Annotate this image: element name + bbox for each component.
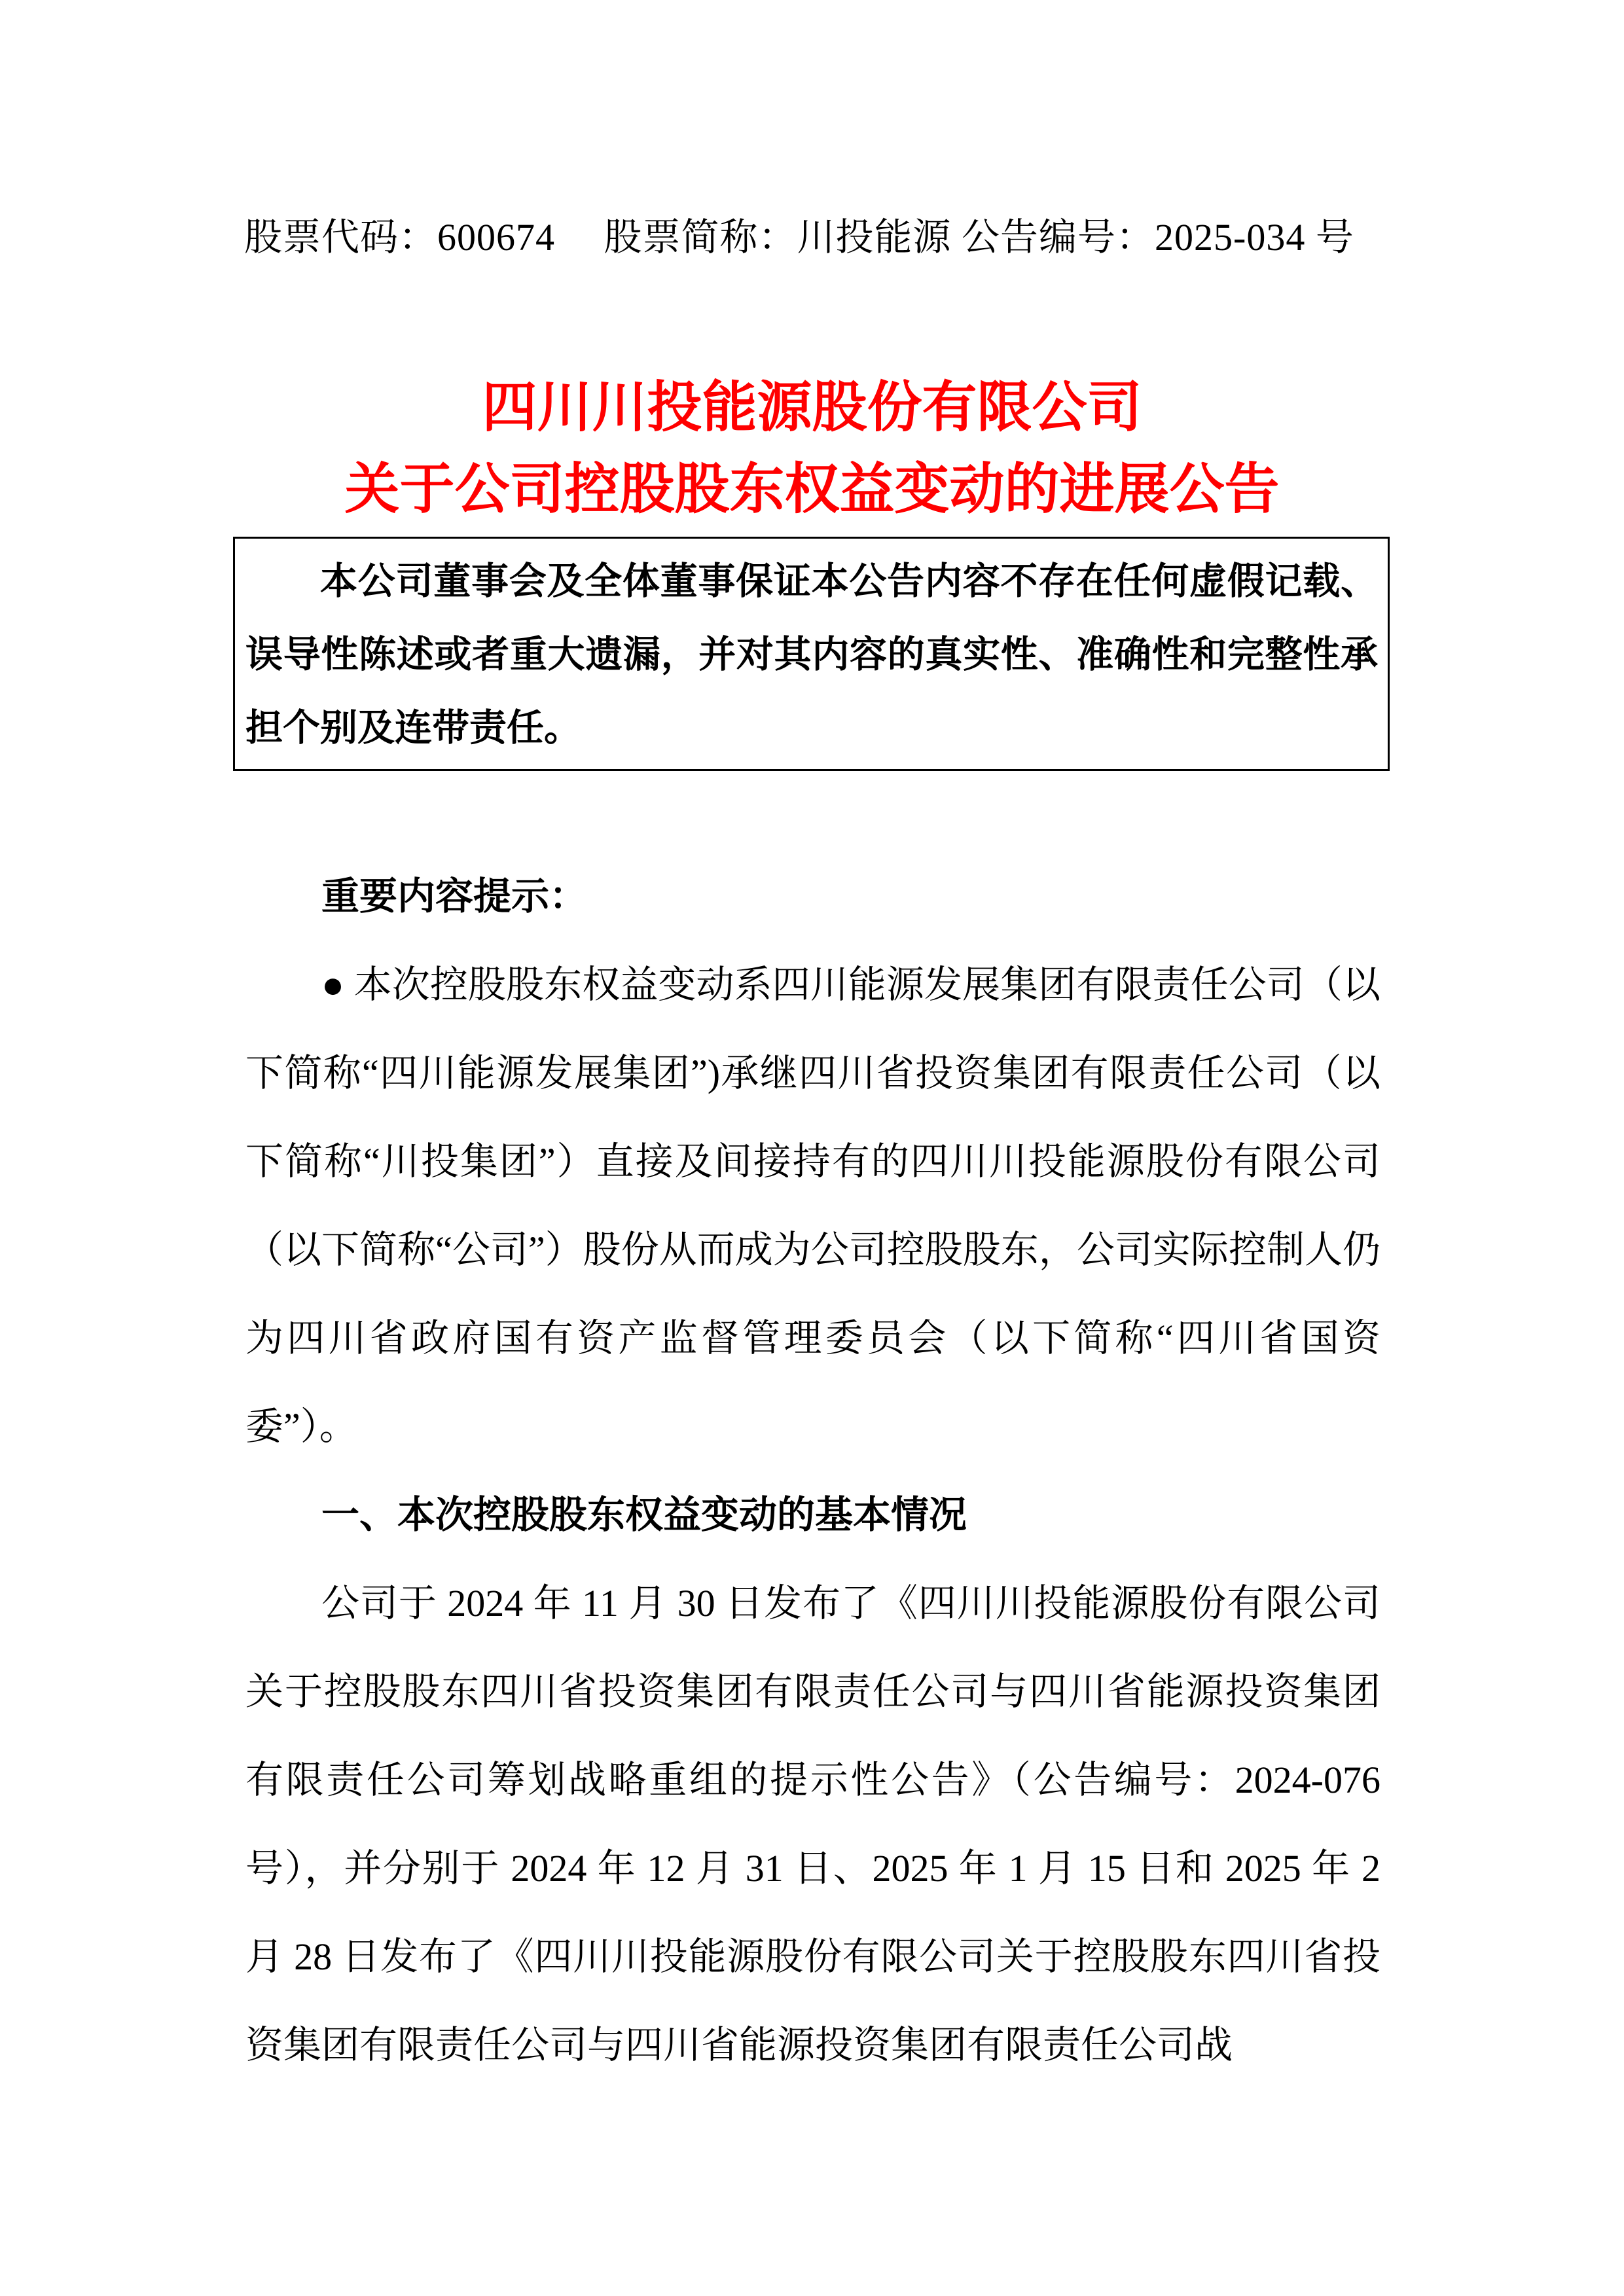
document-body xyxy=(245,852,1380,2089)
stock-info-line: 股票代码：600674 股票简称：川投能源 公告编号：2025-034 号 xyxy=(244,216,1354,259)
company-name-title: 四川川投能源股份有限公司 xyxy=(482,378,1142,439)
disclaimer-text: 本公司董事会及全体董事保证本公告内容不存在任何虚假记载、误导性陈述或者重大遗漏，并对其内容的真实性、准确性和完整性承担个别及连带责任。 xyxy=(245,561,1378,749)
tip-text: 本次控股股东权益变动系四川能源发展集团有限责任公司（以下简称“四川能源发展集团”)承继四川省投资集团有限责任公司（以下简称“川投集团”）直接及间接持有的四川川投能源股份有限公司（以下简称“公司”）股份从而成为公司控股股东，公司实际控制人仍为四川省政府国有资产监督管理委员会（以下简称“四川省国资委”）。 xyxy=(245,963,1380,1448)
tip-paragraph xyxy=(245,941,1380,1471)
important-tips-label: 重要内容提示： xyxy=(321,875,588,918)
announcement-title: 关于公司控股股东权益变动的进展公告 xyxy=(344,459,1280,520)
section-1-heading: 一、本次控股股东权益变动的基本情况 xyxy=(321,1494,967,1536)
disclaimer-box xyxy=(233,537,1390,771)
section-1-paragraph-1: 公司于 2024 年 11 月 30 日发布了《四川川投能源股份有限公司关于控股股东四川省投资集团有限责任公司与四川省能源投资集团有限责任公司筹划战略重组的提示性公告》（公告编号：2024-076 号），并分别于 2024 年 12 月 31 日、2025 年 1 月 15 日和 2025 年 2 月 28 日发布了《四川川投能源股份有限公司关于控股股东四川省投资集团有限责任公司与四川省能源投资集团有限责任公司战 xyxy=(245,1582,1380,2066)
bullet-icon: ● xyxy=(321,963,345,1006)
